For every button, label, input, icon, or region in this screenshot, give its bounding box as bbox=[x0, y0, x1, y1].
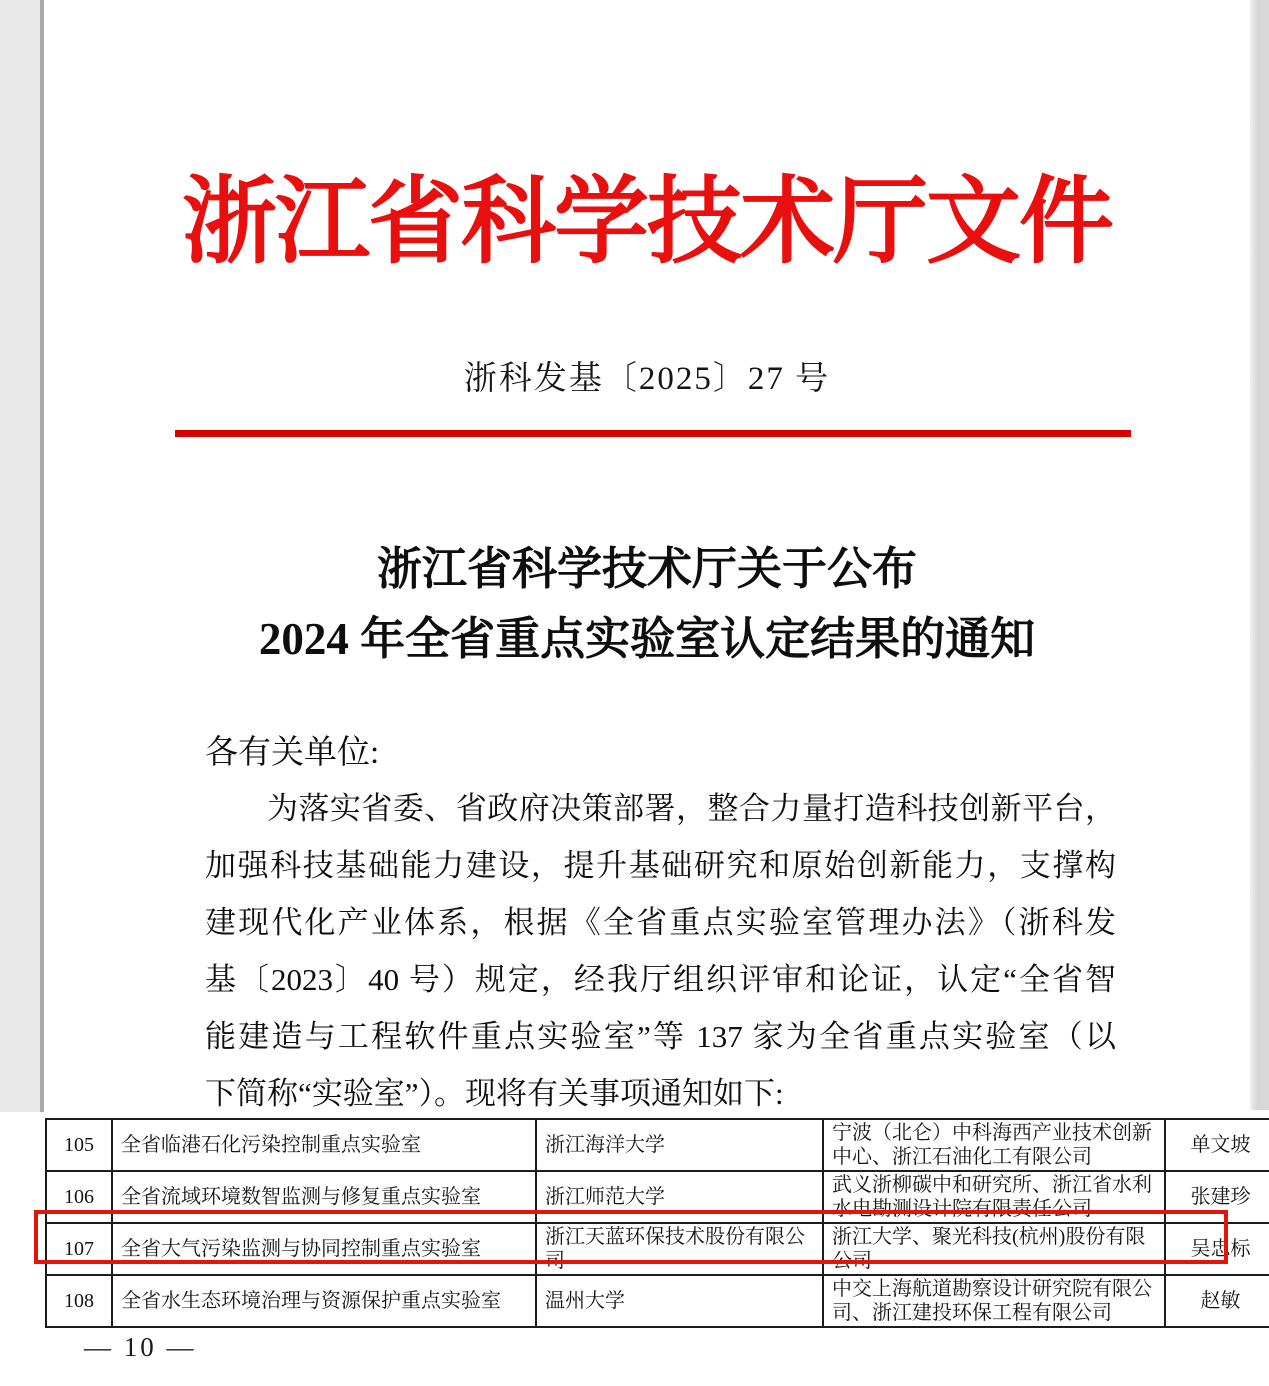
institution-cell: 浙江天蓝环保技术股份有限公司 bbox=[536, 1223, 823, 1275]
scan-right-margin bbox=[1250, 0, 1269, 1110]
table-row-highlighted bbox=[46, 1223, 1269, 1275]
notice-title-line-2: 2024 年全省重点实验室认定结果的通知 bbox=[258, 614, 1036, 664]
lab-name-cell: 全省流域环境数智监测与修复重点实验室 bbox=[112, 1171, 536, 1223]
body-line: 为落实省委、省政府决策部署，整合力量打造科技创新平台， bbox=[267, 791, 1116, 826]
body-line: 建现代化产业体系，根据《全省重点实验室管理办法》（浙科发 bbox=[205, 905, 1116, 940]
scan-left-margin bbox=[0, 0, 44, 1112]
body-line: 基〔2023〕40 号）规定，经我厅组织评审和论证，认定“全省智 bbox=[205, 962, 1116, 997]
partners-cell: 浙江大学、聚光科技(杭州)股份有限公司 bbox=[823, 1223, 1165, 1275]
document-number: 浙科发基〔2025〕27 号 bbox=[463, 361, 831, 397]
table-row bbox=[46, 1275, 1269, 1327]
salutation: 各有关单位: bbox=[205, 735, 380, 771]
body-line: 下简称“实验室”）。现将有关事项通知如下: bbox=[205, 1076, 784, 1111]
director-cell: 赵敏 bbox=[1165, 1275, 1269, 1327]
partners-cell: 中交上海航道勘察设计研究院有限公司、浙江建投环保工程有限公司 bbox=[823, 1275, 1165, 1327]
row-number-cell: 108 bbox=[46, 1275, 112, 1327]
red-divider-rule bbox=[175, 430, 1131, 437]
notice-title-line-1: 浙江省科学技术厅关于公布 bbox=[376, 544, 917, 594]
partners-cell: 宁波（北仑）中科海西产业技术创新中心、浙江石油化工有限公司 bbox=[823, 1119, 1165, 1171]
director-cell: 张建珍 bbox=[1165, 1171, 1269, 1223]
institution-cell: 浙江海洋大学 bbox=[536, 1119, 823, 1171]
table-row bbox=[46, 1171, 1269, 1223]
director-cell: 单文坡 bbox=[1165, 1119, 1269, 1171]
body-paragraph bbox=[205, 780, 1116, 1122]
director-cell: 吴忠标 bbox=[1165, 1223, 1269, 1275]
table-row bbox=[46, 1119, 1269, 1171]
institution-cell: 温州大学 bbox=[536, 1275, 823, 1327]
institution-cell: 浙江师范大学 bbox=[536, 1171, 823, 1223]
laboratory-list-table bbox=[45, 1118, 1269, 1328]
body-line: 能建造与工程软件重点实验室”等 137 家为全省重点实验室（以 bbox=[205, 1019, 1116, 1054]
lab-name-cell: 全省大气污染监测与协同控制重点实验室 bbox=[112, 1223, 536, 1275]
lab-name-cell: 全省临港石化污染控制重点实验室 bbox=[112, 1119, 536, 1171]
page-number: — 10 — bbox=[84, 1332, 197, 1362]
row-number-cell: 107 bbox=[46, 1223, 112, 1275]
partners-cell: 武义浙柳碳中和研究所、浙江省水利水电勘测设计院有限责任公司 bbox=[823, 1171, 1165, 1223]
document-header-title: 浙江省科学技术厅文件 bbox=[181, 169, 1112, 275]
row-number-cell: 106 bbox=[46, 1171, 112, 1223]
row-number-cell: 105 bbox=[46, 1119, 112, 1171]
body-line: 加强科技基础能力建设，提升基础研究和原始创新能力，支撑构 bbox=[205, 848, 1116, 883]
lab-name-cell: 全省水生态环境治理与资源保护重点实验室 bbox=[112, 1275, 536, 1327]
